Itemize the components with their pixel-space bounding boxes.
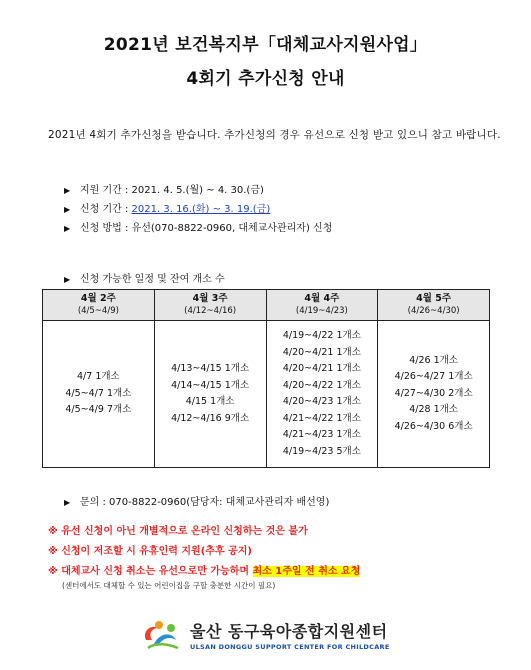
contact-line: [64, 493, 329, 508]
bullet-icon: ▶: [64, 224, 71, 233]
week-header: [266, 290, 378, 321]
week-title: 4월 5주: [416, 293, 452, 304]
slot-item: 4/20~4/22 1개소: [282, 379, 361, 391]
center-name: 울산 동구육아종합지원센터: [190, 622, 388, 641]
bullet-icon: ▶: [64, 205, 71, 214]
week-title: 4월 4주: [304, 293, 340, 304]
slot-item: 4/5~4/7 1개소: [65, 387, 132, 399]
week-title: 4월 2주: [80, 293, 116, 304]
week-range: (4/26~4/30): [407, 306, 460, 316]
week-cell: [378, 321, 490, 468]
title-line2: 4회기 추가신청 안내: [186, 69, 345, 89]
note-cancellation-text: ※ 대체교사 신청 취소는 유선으로만 가능하며: [48, 566, 253, 577]
note-low-applications: ※ 신청이 저조할 시 유휴인력 지원(추후 공지): [48, 546, 252, 557]
slot-item: 4/26~4/27 1개소: [394, 371, 473, 383]
bullet-icon: ▶: [64, 186, 71, 195]
slot-item: 4/28 1개소: [409, 404, 458, 416]
apply-period-label: 신청 기간 :: [80, 204, 132, 215]
week-title: 4월 3주: [192, 293, 228, 304]
slot-item: 4/27~4/30 2개소: [394, 387, 473, 399]
slot-item: 4/19~4/22 1개소: [282, 330, 361, 341]
slot-item: 4/13~4/15 1개소: [171, 363, 250, 374]
week-range: (4/19~4/23): [295, 306, 348, 316]
slot-item: 4/21~4/23 1개소: [282, 429, 361, 440]
slot-item: 4/21~4/22 1개소: [282, 412, 361, 424]
intro-text: 2021년 4회기 추가신청을 받습니다. 추가신청의 경우 유선으로 신청 받고 있으니 참고 바랍니다.: [48, 129, 501, 141]
apply-period-value: 2021. 3. 16.(화) ~ 3. 19.(금): [131, 204, 271, 215]
schedule-table: [42, 289, 490, 468]
week-range: (4/12~4/16): [184, 306, 237, 316]
contact-text: 문의 : 070-8822-0960(담당자: 대체교사관리자 배선영): [80, 497, 330, 508]
slot-item: 4/26~4/30 6개소: [394, 420, 473, 432]
note-online-not-allowed: ※ 유선 신청이 아닌 개별적으로 온라인 신청하는 것은 불가: [48, 526, 308, 537]
support-period-value: 2021. 4. 5.(월) ~ 4. 30.(금): [131, 185, 264, 196]
slot-item: 4/20~4/23 1개소: [282, 396, 361, 407]
table-heading-text: 신청 가능한 일정 및 잔여 개소 수: [80, 274, 225, 285]
slot-item: 4/12~4/16 9개소: [171, 412, 250, 424]
slot-item: 4/7 1개소: [77, 371, 120, 383]
slot-item: 4/20~4/21 1개소: [282, 363, 361, 374]
support-period: [64, 181, 264, 196]
slot-item: 4/26 1개소: [409, 354, 458, 366]
support-period-label: 지원 기간 :: [80, 185, 132, 196]
week-header: [378, 290, 490, 321]
week-cell: [154, 321, 266, 468]
week-cell: [266, 321, 378, 468]
schedule-body-row: [43, 321, 490, 468]
slot-item: 4/20~4/21 1개소: [282, 346, 361, 358]
week-header: [154, 290, 266, 321]
note-cancellation-highlight: 최소 1주일 전 취소 요청: [252, 566, 361, 577]
week-cell: [43, 321, 155, 468]
apply-method-value: 유선(070-8822-0960, 대체교사관리자) 신청: [131, 223, 333, 234]
title-line1: 2021년 보건복지부「대체교사지원사업」: [103, 35, 428, 55]
apply-method: [64, 219, 332, 234]
slot-item: 4/5~4/9 7개소: [65, 404, 132, 416]
bullet-icon: ▶: [64, 498, 71, 507]
schedule-header-row: [43, 290, 490, 321]
bullet-icon: ▶: [64, 275, 71, 284]
slot-item: 4/19~4/23 5개소: [282, 445, 361, 457]
week-range: (4/5~4/9): [77, 306, 119, 316]
table-heading: [64, 270, 225, 285]
week-header: [43, 290, 155, 321]
footer-logo-block: [140, 618, 390, 652]
note-cancellation: [48, 562, 360, 577]
slot-item: 4/14~4/15 1개소: [171, 379, 250, 391]
apply-period: [64, 200, 270, 215]
note-small-print: (센터에서도 대체할 수 있는 어린이집을 구할 충분한 시간이 필요): [62, 581, 276, 590]
apply-method-label: 신청 방법 :: [80, 223, 132, 234]
slot-item: 4/15 1개소: [185, 396, 235, 407]
center-logo-icon: [140, 618, 182, 652]
center-name-en: ULSAN DONGGU SUPPORT CENTER FOR CHILDCARE: [190, 643, 390, 651]
